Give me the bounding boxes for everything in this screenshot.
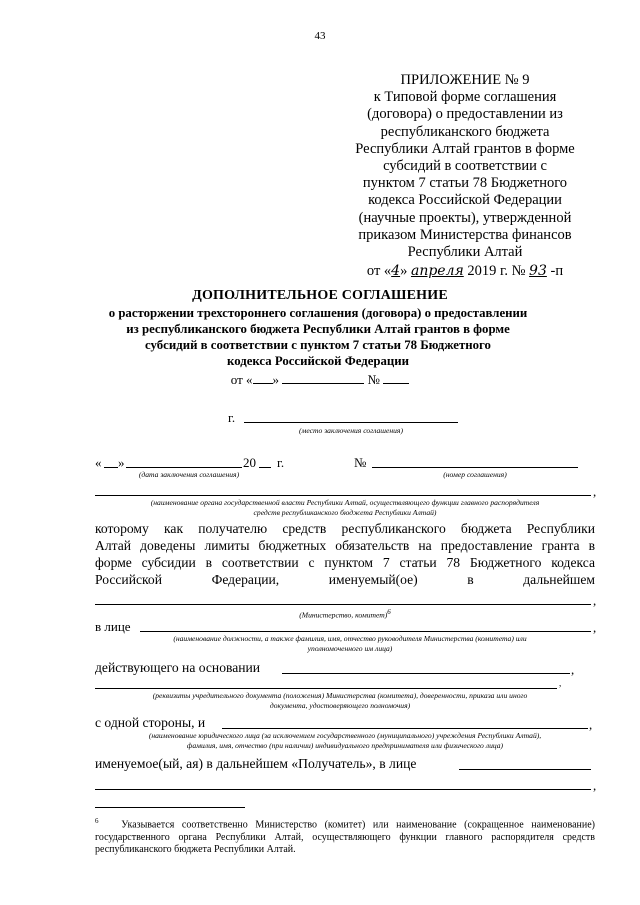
number-sign: № bbox=[367, 372, 380, 387]
recipient-field-continued[interactable] bbox=[95, 789, 591, 790]
recipient-label: именуемое(ый, ая) в дальнейшем «Получатель», в лице bbox=[95, 756, 417, 771]
appendix-line: к Типовой форме соглашения bbox=[373, 89, 557, 106]
subtitle-line: кодекса Российской Федерации bbox=[226, 354, 410, 368]
date-close-quote: » bbox=[118, 455, 125, 470]
agreement-number-sign: № bbox=[354, 455, 367, 470]
appendix-line: Республики Алтай грантов в форме bbox=[355, 140, 575, 157]
paragraph-word: Федерации, bbox=[211, 572, 280, 587]
day-blank[interactable] bbox=[253, 372, 273, 384]
ministry-comma: , bbox=[593, 593, 597, 608]
caption-line: (наименование юридического лица (за исключением государственного (муниципального) учреждения Республики Алтай), bbox=[148, 731, 542, 740]
appendix-line: республиканского бюджета bbox=[380, 123, 550, 140]
acting-caption bbox=[95, 691, 585, 711]
paragraph-word: именуемый(ое) bbox=[328, 572, 418, 587]
paragraph-line: которому как получателю средств республиканского бюджета Республики bbox=[95, 521, 595, 536]
one-side-field[interactable] bbox=[222, 728, 588, 729]
appendix-date-prefix: от « bbox=[366, 263, 392, 280]
subtitle-line: о расторжении трехстороннего соглашения (договора) о предоставлении bbox=[108, 306, 528, 320]
paragraph-last-line bbox=[95, 571, 595, 588]
agreement-number-field[interactable] bbox=[372, 467, 578, 468]
paragraph-word: дальнейшем bbox=[523, 572, 595, 587]
caption-line: уполномоченного им лица) bbox=[307, 644, 393, 653]
authority-comma: , bbox=[593, 484, 597, 499]
appendix-line: приказом Министерства финансов bbox=[358, 226, 572, 243]
date-open-quote: « bbox=[95, 455, 102, 470]
paragraph-line: форме субсидии в соответствии с пунктом 7 статьи 78 Бюджетного кодекса bbox=[95, 555, 595, 570]
appendix-line: кодекса Российской Федерации bbox=[368, 192, 562, 209]
subtitle-line: субсидий в соответствии с пунктом 7 статьи 78 Бюджетного bbox=[145, 338, 491, 352]
paragraph-word: Российской bbox=[95, 572, 162, 587]
agreement-date-line bbox=[0, 372, 640, 388]
appendix-suffix: -п bbox=[546, 263, 564, 280]
recipient-comma: , bbox=[593, 778, 597, 793]
acting-comma: , bbox=[571, 662, 575, 677]
caption-line: фамилия, имя, отчество (при наличии) индивидуального предпринимателя или физического лица) bbox=[186, 741, 504, 750]
number-blank[interactable] bbox=[383, 372, 409, 384]
appendix-day: 4 bbox=[391, 263, 401, 280]
caption-line: (реквизиты учредительного документа (положения) Министерства (комитета), доверенности, приказа или иного bbox=[152, 691, 528, 700]
appendix-month: апреля bbox=[410, 263, 464, 280]
ministry-caption bbox=[95, 607, 595, 621]
acting-label: действующего на основании bbox=[95, 660, 261, 675]
in-person-caption bbox=[110, 634, 590, 654]
date-month-field[interactable] bbox=[126, 467, 242, 468]
caption-line: (наименование органа государственной власти Республики Алтай, осуществляющего функции главного распорядителя bbox=[150, 498, 540, 507]
paragraph-word: в bbox=[467, 572, 474, 587]
authority-caption bbox=[95, 498, 595, 518]
appendix-date-line bbox=[300, 263, 630, 280]
date-caption: (дата заключения соглашения) bbox=[138, 470, 240, 479]
in-person-comma: , bbox=[593, 620, 597, 635]
authority-field[interactable] bbox=[95, 495, 591, 496]
appendix-line: ПРИЛОЖЕНИЕ № 9 bbox=[400, 72, 530, 88]
ministry-field[interactable] bbox=[95, 604, 591, 605]
caption-line: (наименование должности, а также фамилия, имя, отчество руководителя Министерства (комитета) или bbox=[173, 634, 527, 643]
date-year: 20 bbox=[243, 455, 256, 470]
footnote bbox=[95, 815, 595, 857]
acting-field[interactable] bbox=[282, 673, 570, 674]
appendix-line: (научные проекты), утвержденной bbox=[358, 209, 572, 226]
document-subtitle bbox=[68, 305, 568, 369]
agreement-number-caption: (номер соглашения) bbox=[443, 470, 507, 479]
appendix-header bbox=[300, 72, 630, 280]
city-prefix: г. bbox=[228, 410, 236, 425]
in-person-label: в лице bbox=[95, 619, 131, 634]
footnote-separator bbox=[95, 807, 245, 808]
footnote-ref[interactable]: 6 bbox=[387, 608, 391, 616]
from-prefix: от « bbox=[230, 372, 253, 387]
acting-continued-comma: , bbox=[559, 678, 562, 688]
recipient-paragraph bbox=[95, 520, 595, 588]
footnote-text: Указывается соответственно Министерство (комитет) или наименование (сокращенное наименование) государственного органа Республики Алтай, осуществляющего функции главного распорядителя средств республиканского бюджета Республики Алтай. bbox=[95, 819, 595, 856]
appendix-line: субсидий в соответствии с bbox=[383, 158, 547, 175]
recipient-field[interactable] bbox=[459, 769, 591, 770]
one-side-label: с одной стороны, и bbox=[95, 715, 206, 730]
footnote-mark: 6 bbox=[95, 817, 99, 825]
appendix-date-mid: » bbox=[400, 263, 411, 280]
caption-line: средств республиканского бюджета Республики Алтай) bbox=[253, 508, 437, 517]
date-year-suffix: г. bbox=[277, 455, 285, 470]
date-day-field[interactable] bbox=[104, 467, 118, 468]
ministry-caption-text: (Министерство, комитет) bbox=[299, 610, 388, 620]
from-mid: » bbox=[272, 372, 280, 387]
appendix-number: 93 bbox=[529, 263, 547, 280]
one-side-comma: , bbox=[589, 717, 593, 732]
page-number: 43 bbox=[314, 30, 326, 42]
in-person-field[interactable] bbox=[140, 631, 591, 632]
date-year-field[interactable] bbox=[259, 467, 271, 468]
one-side-caption bbox=[95, 731, 595, 751]
appendix-line: пунктом 7 статьи 78 Бюджетного bbox=[362, 175, 568, 192]
appendix-year: 2019 г. № bbox=[463, 263, 530, 280]
month-blank[interactable] bbox=[282, 372, 364, 384]
place-field[interactable] bbox=[244, 422, 458, 423]
appendix-line: (договора) о предоставлении из bbox=[367, 106, 563, 123]
caption-line: документа, удостоверяющего полномочия) bbox=[269, 701, 411, 710]
appendix-line: Республики Алтай bbox=[407, 244, 523, 261]
document-title: ДОПОЛНИТЕЛЬНОЕ СОГЛАШЕНИЕ bbox=[192, 288, 448, 303]
place-caption: (место заключения соглашения) bbox=[299, 426, 403, 435]
paragraph-line: Алтай доведены лимиты бюджетных обязательств на предоставление гранта в bbox=[95, 538, 595, 553]
acting-field-continued[interactable] bbox=[95, 688, 557, 689]
subtitle-line: из республиканского бюджета Республики Алтай грантов в форме bbox=[126, 322, 510, 336]
